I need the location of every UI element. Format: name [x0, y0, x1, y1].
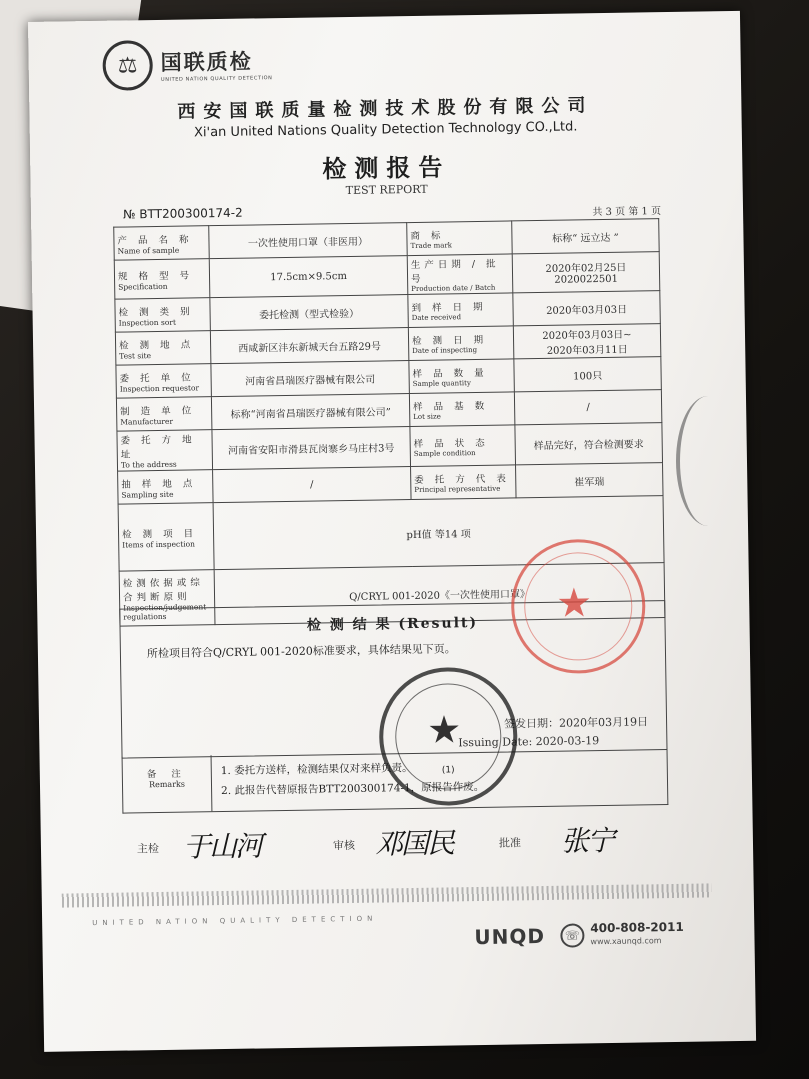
label-specification: 规 格 型 号 Specification	[114, 259, 210, 299]
value-specification: 17.5cm×9.5cm	[209, 256, 408, 298]
value-to-the-address: 河南省安阳市滑县瓦岗寨乡马庄村3号	[212, 427, 411, 470]
value-inspection-sort: 委托检测（型式检验）	[210, 295, 408, 331]
test-report-document	[28, 11, 756, 1052]
value-sample-quantity: 100只	[514, 357, 662, 392]
reviewer-label: 审核	[332, 838, 356, 853]
star-icon: ★	[426, 707, 462, 752]
remarks-label: 备 注 Remarks	[123, 755, 213, 812]
approver-signature: 张宁	[560, 823, 614, 858]
chief-inspector-signature: 于山河	[182, 829, 262, 864]
value-sample-name: 一次性使用口罩（非医用）	[209, 223, 407, 259]
remark-item-2: 2. 此报告代替原报告BTT200300174-1，原报告作废。	[221, 780, 485, 798]
label-principal-representative: 委 托 方 代 表 Principal representative	[411, 465, 517, 500]
signature-row	[137, 818, 698, 871]
footer-tagline: UNITED NATION QUALITY DETECTION	[92, 914, 378, 928]
label-manufacturer: 制 造 单 位 Manufacturer	[116, 397, 212, 431]
label-inspection-sort: 检 测 类 别 Inspection sort	[115, 298, 211, 332]
value-sample-condition: 样品完好，符合检测要求	[515, 423, 663, 465]
label-date-received: 到 样 日 期 Date received	[408, 293, 514, 328]
label-date-of-inspecting: 检 测 日 期 Date of inspecting	[408, 326, 514, 361]
label-production-date: 生产日期 / 批号 Production date / Batch	[407, 254, 513, 295]
label-sample-quantity: 样 品 数 量 Sample quantity	[409, 359, 515, 394]
seal-number: (1)	[441, 765, 455, 776]
chief-inspector-label: 主检	[136, 842, 160, 856]
label-sample-condition: 样 品 状 态 Sample condition	[410, 425, 516, 467]
value-date-received: 2020年03月03日	[513, 291, 661, 326]
company-name-en: Xi'an United Nations Quality Detection Technology CO.,Ltd.	[193, 119, 578, 141]
result-title: 检 测 结 果 (Result)	[306, 615, 479, 634]
value-sampling-site: /	[213, 467, 411, 503]
page-info: 共 3 页 第 1 页	[592, 206, 662, 219]
result-text: 所检项目符合Q/CRYL 001-2020标准要求，具体结果见下页。	[146, 642, 456, 661]
footer-phone: 400-808-2011	[590, 919, 684, 936]
label-to-the-address: 委 托 方 地 址 To the address	[117, 430, 213, 471]
value-trade-mark: 标称“ 远立达 ”	[512, 219, 660, 254]
value-production-date: 2020年02月25日 2020022501	[512, 252, 660, 293]
value-principal-representative: 崔军瑞	[516, 463, 664, 498]
label-items-of-inspection: 检 测 项 目 Items of inspection	[118, 503, 214, 571]
value-lot-size: /	[514, 390, 662, 425]
logo-text: 国联质检	[160, 49, 253, 75]
value-inspection-regulations: Q/CRYL 001-2020《一次性使用口罩》	[214, 563, 665, 625]
issue-date-cn: 签发日期：2020年03月19日	[503, 715, 649, 731]
label-test-site: 检 测 地 点 Test site	[115, 331, 211, 365]
partial-side-stamp	[676, 396, 740, 526]
label-inspection-regulations: 检测依据或综合判断原则 Inspection/judgement regulations	[119, 570, 215, 626]
label-inspection-requestor: 委 托 单 位 Inspection requestor	[116, 364, 212, 398]
value-test-site: 西咸新区沣东新城天台五路29号	[210, 328, 408, 364]
value-items-of-inspection: pH值 等14 项	[213, 496, 664, 570]
footer-website: www.xaunqd.com	[590, 936, 662, 947]
report-title-en: TEST REPORT	[345, 182, 428, 198]
label-sampling-site: 抽 样 地 点 Sampling site	[118, 470, 214, 504]
approver-label: 批准	[498, 836, 522, 850]
company-name-cn: 西安国联质量检测技术股份有限公司	[177, 95, 594, 123]
reviewer-signature: 邓国民	[374, 826, 454, 861]
value-manufacturer: 标称“河南省昌瑞医疗器械有限公司”	[211, 394, 409, 430]
report-number: № BTT200300174-2	[122, 205, 243, 222]
report-title-cn: 检测报告	[322, 152, 451, 184]
value-inspection-requestor: 河南省昌瑞医疗器械有限公司	[211, 361, 409, 397]
phone-icon: ☏	[560, 923, 584, 947]
label-trade-mark: 商 标 Trade mark	[407, 221, 513, 256]
value-date-of-inspecting: 2020年03月03日~ 2020年03月11日	[513, 324, 661, 359]
label-sample-name: 产 品 名 称 Name of sample	[114, 226, 210, 260]
remark-item-1: 1. 委托方送样，检测结果仅对来样负责。	[220, 762, 413, 778]
scale-emblem-icon: ⚖	[102, 40, 153, 91]
logo-subtext: UNITED NATION QUALITY DETECTION	[160, 75, 273, 83]
issue-date-en: Issuing Date: 2020-03-19	[458, 734, 600, 750]
label-lot-size: 样 品 基 数 Lot size	[409, 392, 515, 427]
star-icon: ★	[555, 580, 593, 627]
footer-barcode-strip	[62, 883, 712, 907]
footer-brand: UNQD	[474, 923, 546, 950]
company-logo	[102, 38, 272, 91]
